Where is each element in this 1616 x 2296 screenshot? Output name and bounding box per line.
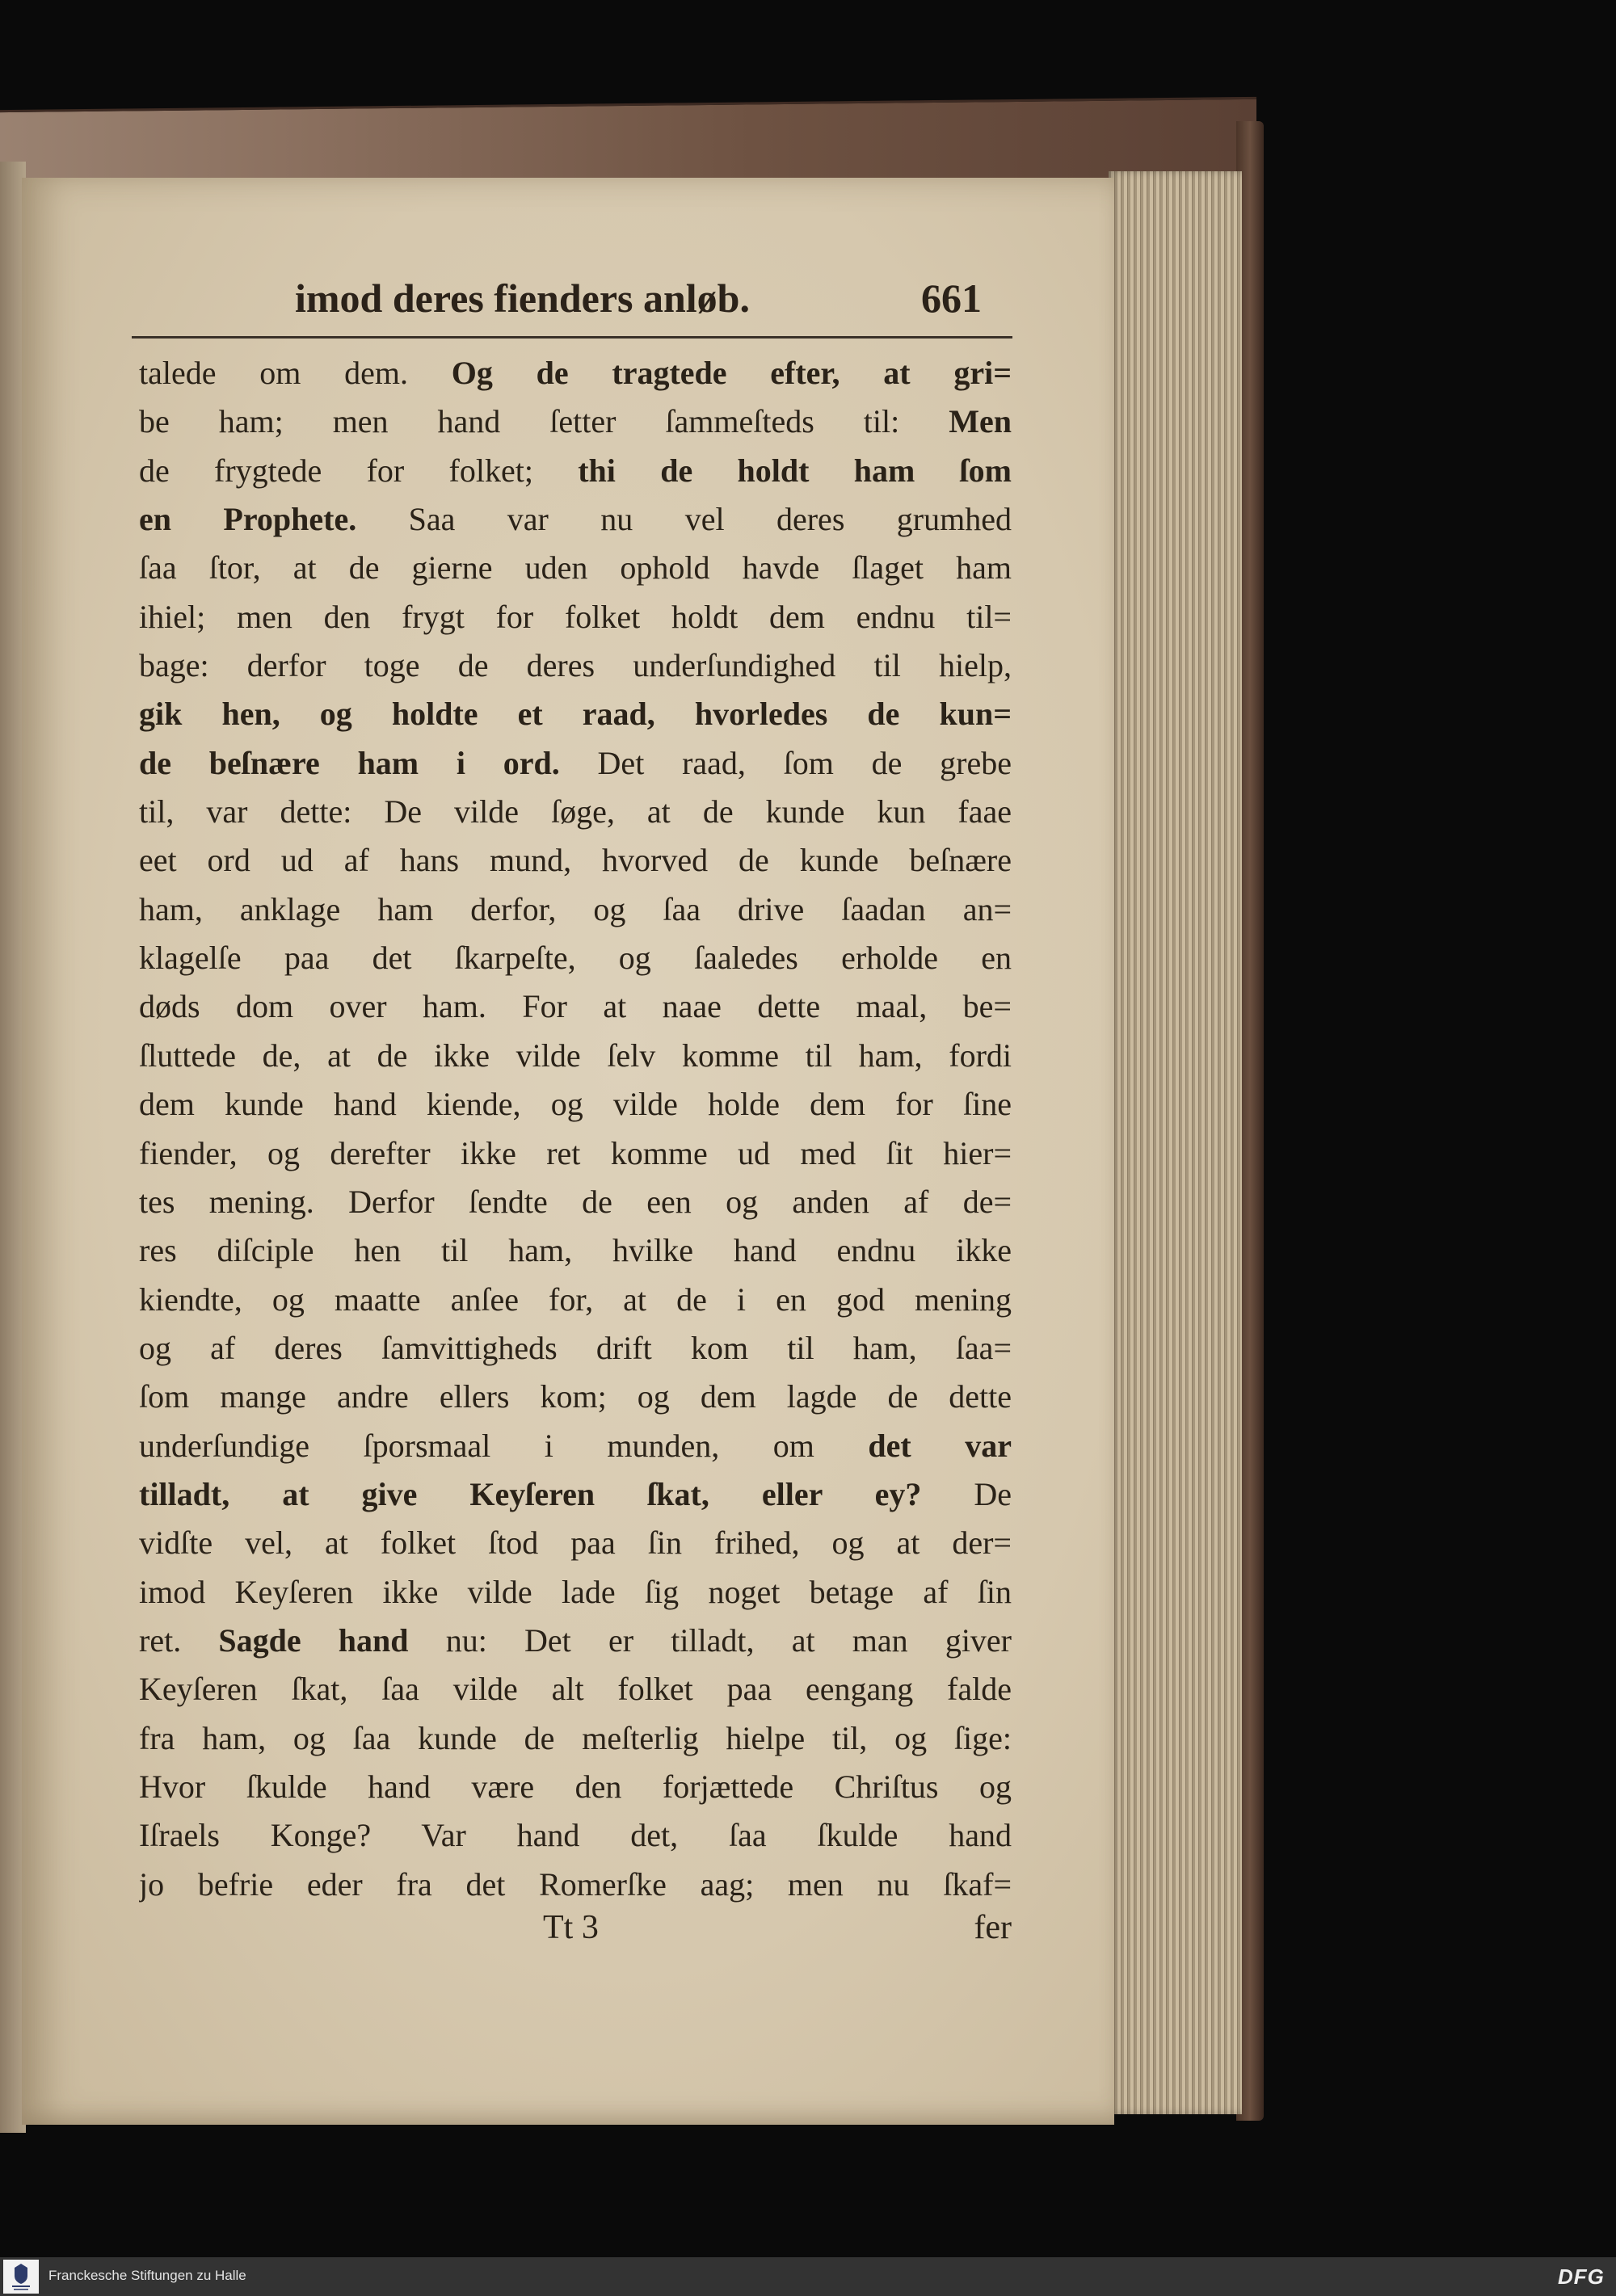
text-segment: eet ord ud af hans mund, hvorved de kunde beſnære bbox=[139, 842, 1012, 879]
text-line bbox=[139, 397, 1012, 446]
emphasized-text: det var bbox=[868, 1427, 1012, 1464]
signature-mark: Tt 3 bbox=[543, 1909, 599, 1946]
text-segment: Iſraels Konge? Var hand det, ſaa ſkulde hand bbox=[139, 1817, 1012, 1854]
text-segment: Keyſeren ſkat, ſaa vilde alt folket paa eengang falde bbox=[139, 1671, 1012, 1708]
text-line bbox=[139, 1861, 1012, 1909]
text-segment: tes mening. Derfor ſendte de een og anden af de= bbox=[139, 1183, 1012, 1220]
text-line bbox=[139, 1763, 1012, 1811]
text-line bbox=[139, 1276, 1012, 1324]
text-segment: vidſte vel, at folket ſtod paa ſin frihed, og at der= bbox=[139, 1524, 1012, 1562]
text-line bbox=[139, 1226, 1012, 1275]
institution-name[interactable]: Franckesche Stiftungen zu Halle bbox=[48, 2268, 246, 2283]
text-segment: ſaa ſtor, at de gierne uden ophold havde ſlaget ham bbox=[139, 549, 1012, 587]
text-line bbox=[139, 1714, 1012, 1763]
text-segment: ſom mange andre ellers kom; og dem lagde de dette bbox=[139, 1378, 1012, 1415]
text-segment: fiender, og derefter ikke ret komme ud med ſit hier= bbox=[139, 1134, 1012, 1171]
text-line bbox=[139, 1519, 1012, 1567]
emphasized-text: gik hen, og holdte et raad, hvorledes de kun= bbox=[139, 696, 1012, 733]
text-segment: og af deres ſamvittigheds drift kom til ham, ſaa= bbox=[139, 1329, 1012, 1366]
running-title: imod deres fienders anløb. bbox=[295, 275, 750, 321]
text-segment: til, var dette: De vilde ſøge, at de kunde kun faae bbox=[139, 793, 1012, 831]
text-line bbox=[139, 982, 1012, 1031]
text-segment: imod Keyſeren ikke vilde lade ſig noget betage af ſin bbox=[139, 1573, 1012, 1610]
franckesche-stiftungen-crest-icon[interactable] bbox=[3, 2260, 39, 2294]
catchword: fer bbox=[974, 1909, 1012, 1946]
text-segment: klagelſe paa det ſkarpeſte, og ſaaledes erholde en bbox=[139, 940, 1012, 977]
text-segment: nu: Det er tilladt, at man giver bbox=[408, 1621, 1012, 1659]
text-segment: ret. bbox=[139, 1621, 219, 1659]
text-line bbox=[139, 1568, 1012, 1617]
text-line bbox=[139, 934, 1012, 982]
text-segment: De bbox=[921, 1475, 1012, 1512]
text-segment: kiendte, og maatte anſee for, at de i en god mening bbox=[139, 1280, 1012, 1318]
emphasized-text: Og de tragtede efter, at gri= bbox=[451, 355, 1012, 391]
text-line bbox=[139, 1422, 1012, 1470]
text-segment: døds dom over ham. For at naae dette maal, be= bbox=[139, 988, 1012, 1025]
text-line bbox=[139, 1665, 1012, 1714]
page-number: 661 bbox=[921, 275, 982, 321]
text-line bbox=[139, 447, 1012, 495]
text-segment: de frygtede for folket; bbox=[139, 452, 579, 489]
text-line bbox=[139, 1129, 1012, 1178]
text-line bbox=[139, 1032, 1012, 1080]
text-line bbox=[139, 885, 1012, 934]
text-line bbox=[139, 544, 1012, 592]
text-segment: ham, anklage ham derfor, og ſaa drive ſaadan an= bbox=[139, 890, 1012, 927]
emphasized-text: de beſnære ham i ord. bbox=[139, 744, 560, 781]
text-segment: fra ham, og ſaa kunde de meſterlig hielpe til, og ſige: bbox=[139, 1719, 1012, 1756]
text-segment: res diſciple hen til ham, hvilke hand endnu ikke bbox=[139, 1232, 1012, 1269]
text-line bbox=[139, 1373, 1012, 1421]
text-line bbox=[139, 836, 1012, 885]
text-line bbox=[139, 1080, 1012, 1129]
text-line bbox=[139, 1324, 1012, 1373]
text-line bbox=[139, 1811, 1012, 1860]
viewer-footer-bar bbox=[0, 2257, 1616, 2296]
emphasized-text: en Prophete. bbox=[139, 501, 357, 538]
emphasized-text: thi de holdt ham ſom bbox=[578, 452, 1012, 489]
text-segment: talede om dem. bbox=[139, 355, 452, 391]
text-line bbox=[139, 349, 1012, 397]
page-stack-fore-edge bbox=[1109, 171, 1242, 2114]
text-line bbox=[139, 1470, 1012, 1519]
text-segment: be ham; men hand ſetter ſammeſteds til: bbox=[139, 403, 949, 440]
text-segment: Det raad, ſom de grebe bbox=[559, 744, 1012, 781]
text-line bbox=[139, 641, 1012, 690]
header-rule bbox=[132, 336, 1012, 339]
emphasized-text: tilladt, at give Keyſeren ſkat, eller ey? bbox=[139, 1475, 922, 1512]
text-segment: ihiel; men den frygt for folket holdt dem endnu til= bbox=[139, 598, 1012, 635]
text-line bbox=[139, 1617, 1012, 1665]
text-line bbox=[139, 739, 1012, 788]
text-line bbox=[139, 788, 1012, 836]
text-segment: ſluttede de, at de ikke vilde ſelv komme til ham, fordi bbox=[139, 1037, 1012, 1074]
emphasized-text: Men bbox=[949, 403, 1012, 440]
text-segment: dem kunde hand kiende, og vilde holde dem for ſine bbox=[139, 1086, 1012, 1123]
dfg-logo[interactable]: DFG bbox=[1558, 2264, 1605, 2289]
text-segment: Hvor ſkulde hand være den forjættede Chriſtus og bbox=[139, 1768, 1012, 1805]
text-segment: jo befrie eder fra det Romerſke aag; men nu ſkaf= bbox=[139, 1865, 1012, 1903]
text-segment: Saa var nu vel deres grumhed bbox=[356, 501, 1012, 538]
text-line bbox=[139, 1178, 1012, 1226]
text-segment: bage: derfor toge de deres underſundighed til hielp, bbox=[139, 647, 1012, 684]
text-line bbox=[139, 690, 1012, 738]
text-line bbox=[139, 593, 1012, 641]
text-line bbox=[139, 495, 1012, 544]
text-segment: underſundige ſporsmaal i munden, om bbox=[139, 1427, 869, 1464]
emphasized-text: Sagde hand bbox=[218, 1621, 409, 1659]
body-text bbox=[139, 349, 1012, 1909]
